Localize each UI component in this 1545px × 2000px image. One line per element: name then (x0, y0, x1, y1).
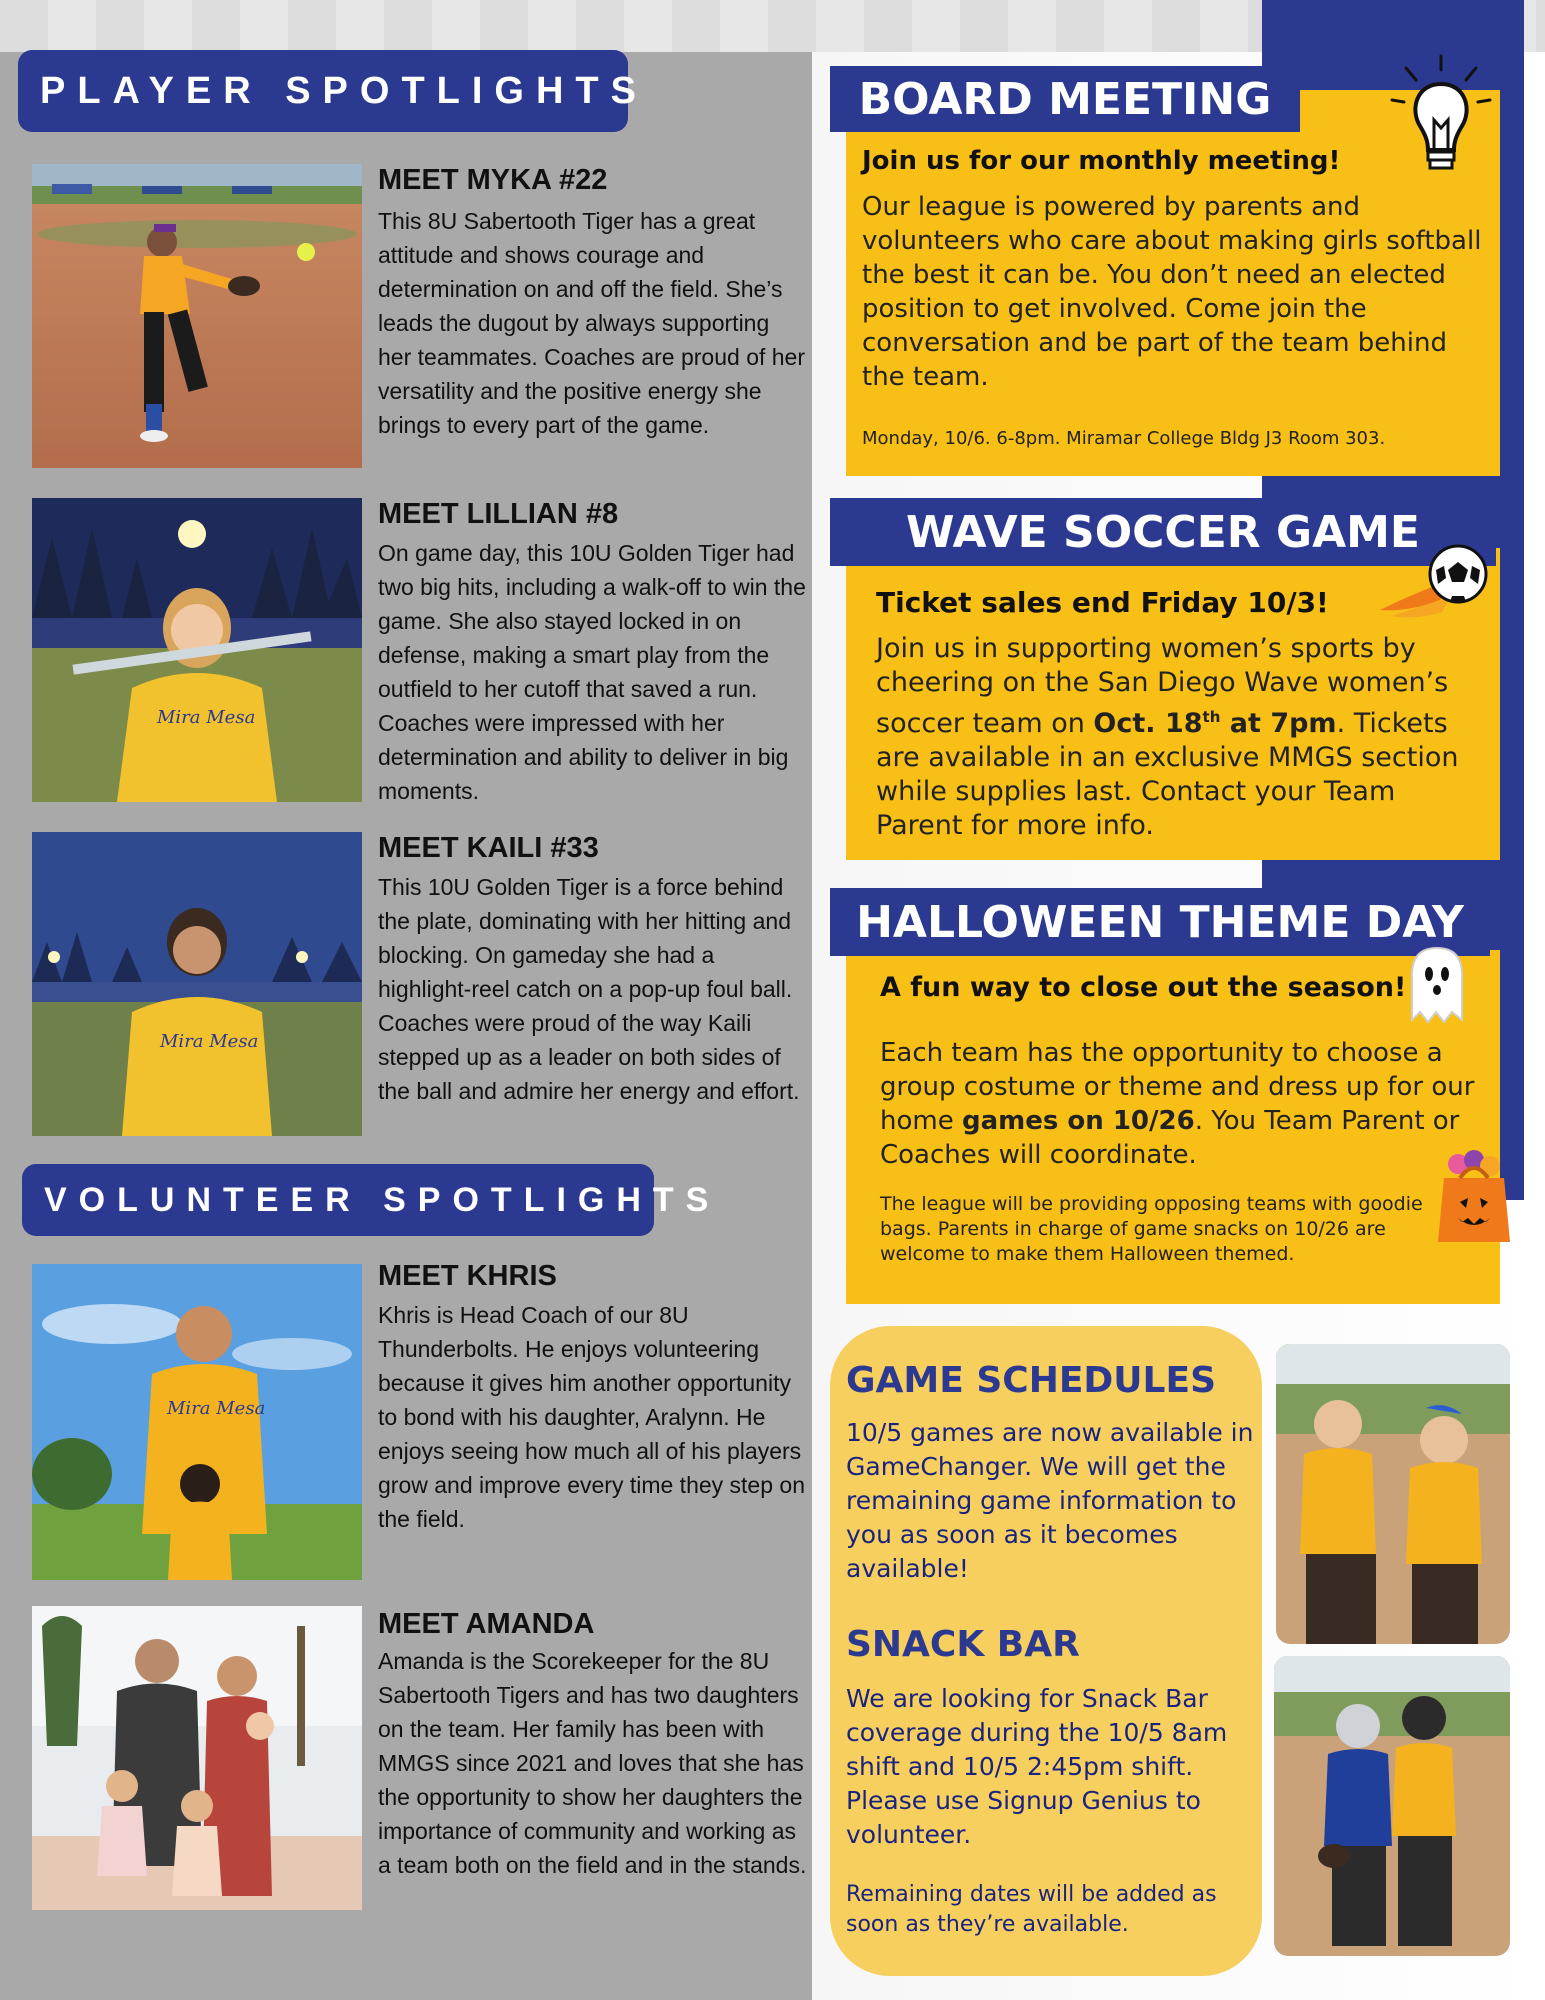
lightbulb-icon (1386, 50, 1496, 180)
wave-soccer-header-text: WAVE SOCCER GAME (906, 506, 1420, 558)
volunteer-photo-khris (32, 1264, 362, 1580)
wave-soccer-body-post: . Tickets are available in an exclusive MMGS section while supplies last. Contact your Team Parent for more info. (876, 708, 1459, 841)
halloween-small: The league will be providing opposing teams with goodie bags. Parents in charge of game snacks on 10/26 are welcome to make them Halloween themed. (880, 1193, 1423, 1265)
player-photo-myka (32, 164, 362, 468)
lillian-jersey-text: Mira Mesa (157, 707, 256, 728)
player-spotlights-heading (18, 50, 648, 132)
player-title-lillian: MEET LILLIAN #8 (378, 498, 619, 530)
player-body-kaili: This 10U Golden Tiger is a force behind the plate, dominating with her hitting and blocking. On gameday she had a highlight-reel catch on a pop-up foul ball. Coaches were proud of the way Kaili stepped up as a leader on both sides of the ball and admire her energy and effort. (378, 874, 800, 1104)
board-meeting-header-text: BOARD MEETING (858, 73, 1272, 125)
game-schedules-body: 10/5 games are now available in GameChanger. We will get the remaining game information to you as soon as it becomes available! (846, 1418, 1254, 1583)
halloween-header-text: HALLOWEEN THEME DAY (856, 896, 1464, 948)
ghost-icon (1402, 940, 1472, 1030)
volunteer-title-khris: MEET KHRIS (378, 1260, 557, 1292)
halloween-subtitle: A fun way to close out the season! (880, 972, 1407, 1003)
board-meeting-subtitle: Join us for our monthly meeting! (862, 146, 1341, 176)
halloween-body-pre: Each team has the opportunity to choose a group costume or theme and dress up for our home (880, 1038, 1475, 1136)
volunteer-spotlights-heading (22, 1164, 721, 1236)
player-body-lillian: On game day, this 10U Golden Tiger had two big hits, including a walk-off to win the game. She also stayed locked in on defense, making a smart play from the outfield to her cutoff that saved a run. Coaches were impressed with her determination and ability to deliver in big moments. (378, 540, 806, 804)
halloween-body (880, 1036, 1480, 1172)
snack-bar-body: We are looking for Snack Bar coverage during the 10/5 8am shift and 10/5 2:45pm shift. Please use Signup Genius to volunteer. (846, 1684, 1228, 1849)
photo-two-players (1276, 1344, 1510, 1644)
board-meeting-header (830, 66, 1300, 132)
board-meeting-details: Monday, 10/6. 6-8pm. Miramar College Bldg J3 Room 303. (862, 428, 1386, 449)
snack-bar-title: SNACK BAR (846, 1624, 1080, 1665)
kaili-jersey-text: Mira Mesa (160, 1031, 259, 1052)
player-photo-kaili (32, 832, 362, 1136)
wave-soccer-subtitle: Ticket sales end Friday 10/3! (876, 586, 1329, 619)
player-photo-lillian (32, 498, 362, 802)
player-title-kaili: MEET KAILI #33 (378, 832, 599, 864)
soccer-ball-icon (1370, 540, 1490, 630)
volunteer-photo-amanda (32, 1606, 362, 1910)
halloween-header (830, 888, 1490, 956)
wave-soccer-date: Oct. 18 (1093, 708, 1203, 739)
treat-bag-icon (1436, 1148, 1512, 1244)
khris-jersey-text: Mira Mesa (167, 1398, 266, 1419)
player-body-myka: This 8U Sabertooth Tiger has a great attitude and shows courage and determination on and off the field. She’s leads the dugout by always supporting her teammates. Coaches are proud of her versatility and the positive energy she brings to every part of the game. (378, 208, 806, 438)
volunteer-title-amanda: MEET AMANDA (378, 1608, 595, 1640)
photo-catchers (1274, 1656, 1510, 1956)
wave-soccer-date-sup: th (1202, 708, 1221, 726)
volunteer-spotlights-heading-text: VOLUNTEER SPOTLIGHTS (44, 1180, 721, 1219)
volunteer-body-amanda: Amanda is the Scorekeeper for the 8U Sabertooth Tigers and has two daughters on the team. Her family has been with MMGS since 2021 and loves that she has the opportunity to show her daughters the importance of community and working as a team both on the field and in the stands. (378, 1648, 807, 1878)
wave-soccer-time: at 7pm (1220, 708, 1337, 739)
board-meeting-body: Our league is powered by parents and volunteers who care about making girls softball the best it can be. You don’t need an elected position to get involved. Come join the conversation and be part of the team behind the team. (862, 192, 1482, 392)
wave-soccer-body-pre: Join us in supporting women’s sports by cheering on the San Diego Wave women’s soccer team on (876, 633, 1449, 739)
game-schedules-title: GAME SCHEDULES (846, 1360, 1217, 1401)
volunteer-body-khris: Khris is Head Coach of our 8U Thunderbolts. He enjoys volunteering because it gives him another opportunity to bond with his daughter, Aralynn. He enjoys seeing how much all of his players grow and improve every time they step on the field. (378, 1302, 805, 1532)
wave-soccer-body (876, 632, 1476, 843)
halloween-body-post: . You Team Parent or Coaches will coordinate. (880, 1106, 1460, 1170)
player-spotlights-heading-text: PLAYER SPOTLIGHTS (40, 69, 648, 112)
snack-bar-small: Remaining dates will be added as soon as they’re available. (846, 1882, 1217, 1937)
player-title-myka: MEET MYKA #22 (378, 164, 608, 196)
halloween-body-bold: games on 10/26 (961, 1106, 1195, 1136)
